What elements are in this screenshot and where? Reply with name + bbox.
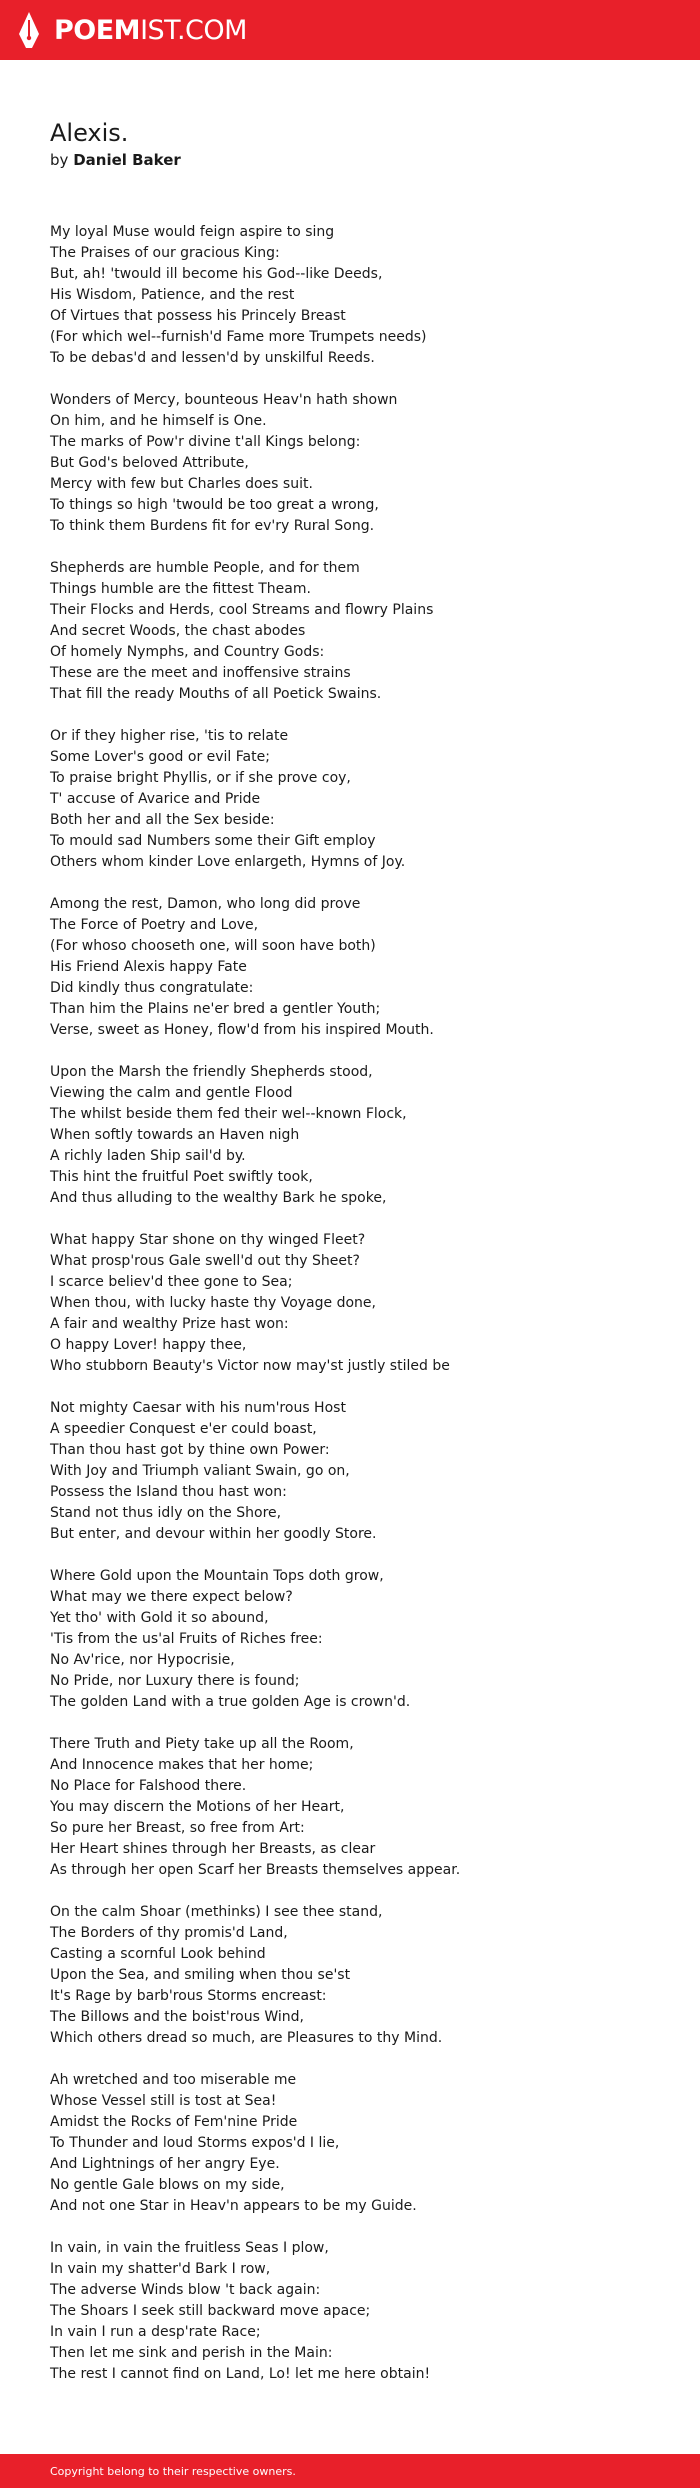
poem-line: Than thou hast got by thine own Power:: [50, 1442, 330, 1458]
logo-light-text: IST.COM: [140, 14, 247, 46]
poem-line: Which others dread so much, are Pleasures to thy Mind.: [50, 2030, 443, 2046]
poem-line: Whose Vessel still is tost at Sea!: [50, 2093, 277, 2109]
stanza: [50, 390, 650, 537]
poem-line: O happy Lover! happy thee,: [50, 1337, 247, 1353]
poem-line: My loyal Muse would feign aspire to sing: [50, 224, 335, 240]
stanza: [50, 726, 650, 873]
poem-line: Verse, sweet as Honey, flow'd from his inspired Mouth.: [50, 1022, 434, 1038]
poem-line: On him, and he himself is One.: [50, 413, 267, 429]
poem-line: To think them Burdens fit for ev'ry Rural Song.: [50, 518, 375, 534]
poem-line: Possess the Island thou hast won:: [50, 1484, 287, 1500]
poem-line: But, ah! 'twould ill become his God--like Deeds,: [50, 266, 383, 282]
poem-line: Upon the Marsh the friendly Shepherds stood,: [50, 1064, 373, 1080]
pen-nib-icon[interactable]: [16, 10, 42, 50]
poem-line: The Force of Poetry and Love,: [50, 917, 259, 933]
poem-line: That fill the ready Mouths of all Poetick Swains.: [50, 686, 382, 702]
byline: [50, 150, 650, 170]
site-logo[interactable]: [54, 14, 247, 46]
poem-line: To Thunder and loud Storms expos'd I lie,: [50, 2135, 340, 2151]
poem-line: Among the rest, Damon, who long did prove: [50, 896, 361, 912]
poem-line: To things so high 'twould be too great a wrong,: [50, 497, 379, 513]
poem-line: What may we there expect below?: [50, 1589, 293, 1605]
stanza: [50, 894, 650, 1041]
poem-line: In vain, in vain the fruitless Seas I plow,: [50, 2240, 329, 2256]
stanza: [50, 222, 650, 369]
poem-line: Casting a scornful Look behind: [50, 1946, 266, 1962]
poem-line: And Innocence makes that her home;: [50, 1757, 314, 1773]
poem-line: On the calm Shoar (methinks) I see thee stand,: [50, 1904, 383, 1920]
poem-line: Who stubborn Beauty's Victor now may'st justly stiled be: [50, 1358, 450, 1374]
poem-line: The Praises of our gracious King:: [50, 245, 280, 261]
poem-line: No gentle Gale blows on my side,: [50, 2177, 285, 2193]
poem-line: Her Heart shines through her Breasts, as clear: [50, 1841, 376, 1857]
poem-line: And not one Star in Heav'n appears to be my Guide.: [50, 2198, 417, 2214]
poem-body: [50, 222, 650, 2385]
poem-line: Where Gold upon the Mountain Tops doth grow,: [50, 1568, 384, 1584]
poem-line: Things humble are the fittest Theam.: [50, 581, 311, 597]
copyright-notice: Copyright belong to their respective owners.: [50, 2464, 296, 2478]
poem-line: Of Virtues that possess his Princely Breast: [50, 308, 346, 324]
poem-line: The adverse Winds blow 't back again:: [50, 2282, 321, 2298]
poem-line: Then let me sink and perish in the Main:: [50, 2345, 333, 2361]
poem-line: These are the meet and inoffensive strains: [50, 665, 351, 681]
poem-line: Not mighty Caesar with his num'rous Host: [50, 1400, 346, 1416]
poem-line: You may discern the Motions of her Heart,: [50, 1799, 345, 1815]
poem-line: Both her and all the Sex beside:: [50, 812, 275, 828]
poem-line: To be debas'd and lessen'd by unskilful Reeds.: [50, 350, 375, 366]
poem-line: Wonders of Mercy, bounteous Heav'n hath shown: [50, 392, 398, 408]
poem-line: No Place for Falshood there.: [50, 1778, 247, 1794]
poem-line: Their Flocks and Herds, cool Streams and flowry Plains: [50, 602, 434, 618]
poem-line: What prosp'rous Gale swell'd out thy Sheet?: [50, 1253, 360, 1269]
poem-line: So pure her Breast, so free from Art:: [50, 1820, 305, 1836]
poem-line: His Friend Alexis happy Fate: [50, 959, 247, 975]
poem-line: I scarce believ'd thee gone to Sea;: [50, 1274, 293, 1290]
poem-container: [0, 60, 700, 2454]
byline-prefix: by: [50, 151, 69, 169]
poem-line: The Billows and the boist'rous Wind,: [50, 2009, 304, 2025]
poem-line: Some Lover's good or evil Fate;: [50, 749, 270, 765]
poem-line: What happy Star shone on thy winged Fleet?: [50, 1232, 366, 1248]
poem-line: Upon the Sea, and smiling when thou se'st: [50, 1967, 351, 1983]
stanza: [50, 1398, 650, 1545]
poem-line: But God's beloved Attribute,: [50, 455, 249, 471]
poem-line: The Borders of thy promis'd Land,: [50, 1925, 288, 1941]
poem-line: When softly towards an Haven nigh: [50, 1127, 300, 1143]
stanza: [50, 1902, 650, 2049]
poem-line: A speedier Conquest e'er could boast,: [50, 1421, 317, 1437]
logo-bold-text: POEM: [54, 14, 141, 46]
poem-line: Mercy with few but Charles does suit.: [50, 476, 313, 492]
poem-line: Shepherds are humble People, and for them: [50, 560, 360, 576]
site-header: [0, 0, 700, 60]
poem-line: The golden Land with a true golden Age is crown'd.: [50, 1694, 411, 1710]
poem-line: No Av'rice, nor Hypocrisie,: [50, 1652, 235, 1668]
poem-line: The rest I cannot find on Land, Lo! let me here obtain!: [50, 2366, 431, 2382]
poem-line: To mould sad Numbers some their Gift employ: [50, 833, 376, 849]
poem-line: Did kindly thus congratulate:: [50, 980, 254, 996]
site-footer: [0, 2454, 700, 2488]
poem-line: But enter, and devour within her goodly Store.: [50, 1526, 377, 1542]
poem-line: There Truth and Piety take up all the Room,: [50, 1736, 354, 1752]
poem-line: A fair and wealthy Prize hast won:: [50, 1316, 289, 1332]
stanza: [50, 2238, 650, 2385]
stanza: [50, 558, 650, 705]
poem-line: And Lightnings of her angry Eye.: [50, 2156, 280, 2172]
poem-line: Stand not thus idly on the Shore,: [50, 1505, 282, 1521]
poem-line: To praise bright Phyllis, or if she prove coy,: [50, 770, 351, 786]
poem-line: Others whom kinder Love enlargeth, Hymns of Joy.: [50, 854, 406, 870]
poem-line: With Joy and Triumph valiant Swain, go on,: [50, 1463, 350, 1479]
poem-line: Of homely Nymphs, and Country Gods:: [50, 644, 325, 660]
poem-line: In vain I run a desp'rate Race;: [50, 2324, 261, 2340]
poem-line: (For which wel--furnish'd Fame more Trumpets needs): [50, 329, 427, 345]
stanza: [50, 1566, 650, 1713]
poem-line: Ah wretched and too miserable me: [50, 2072, 297, 2088]
poem-line: (For whoso chooseth one, will soon have both): [50, 938, 376, 954]
poem-line: Amidst the Rocks of Fem'nine Pride: [50, 2114, 298, 2130]
poem-line: The Shoars I seek still backward move apace;: [50, 2303, 371, 2319]
poem-line: No Pride, nor Luxury there is found;: [50, 1673, 300, 1689]
stanza: [50, 1734, 650, 1881]
poem-title: Alexis.: [50, 119, 129, 147]
poem-line: 'Tis from the us'al Fruits of Riches free:: [50, 1631, 323, 1647]
poem-line: And secret Woods, the chast abodes: [50, 623, 306, 639]
stanza: [50, 1062, 650, 1209]
stanza: [50, 2070, 650, 2217]
poem-line: And thus alluding to the wealthy Bark he spoke,: [50, 1190, 387, 1206]
author-name[interactable]: Daniel Baker: [73, 151, 181, 169]
poem-line: In vain my shatter'd Bark I row,: [50, 2261, 271, 2277]
poem-line: Than him the Plains ne'er bred a gentler Youth;: [50, 1001, 381, 1017]
poem-line: It's Rage by barb'rous Storms encreast:: [50, 1988, 327, 2004]
poem-line: The whilst beside them fed their wel--known Flock,: [50, 1106, 407, 1122]
poem-line: Yet tho' with Gold it so abound,: [50, 1610, 269, 1626]
poem-line: As through her open Scarf her Breasts themselves appear.: [50, 1862, 461, 1878]
poem-line: His Wisdom, Patience, and the rest: [50, 287, 295, 303]
poem-line: Or if they higher rise, 'tis to relate: [50, 728, 289, 744]
poem-line: When thou, with lucky haste thy Voyage done,: [50, 1295, 376, 1311]
poem-line: This hint the fruitful Poet swiftly took,: [50, 1169, 313, 1185]
poem-line: The marks of Pow'r divine t'all Kings belong:: [50, 434, 361, 450]
poem-line: A richly laden Ship sail'd by.: [50, 1148, 246, 1164]
poem-line: T' accuse of Avarice and Pride: [50, 791, 261, 807]
stanza: [50, 1230, 650, 1377]
poem-line: Viewing the calm and gentle Flood: [50, 1085, 293, 1101]
